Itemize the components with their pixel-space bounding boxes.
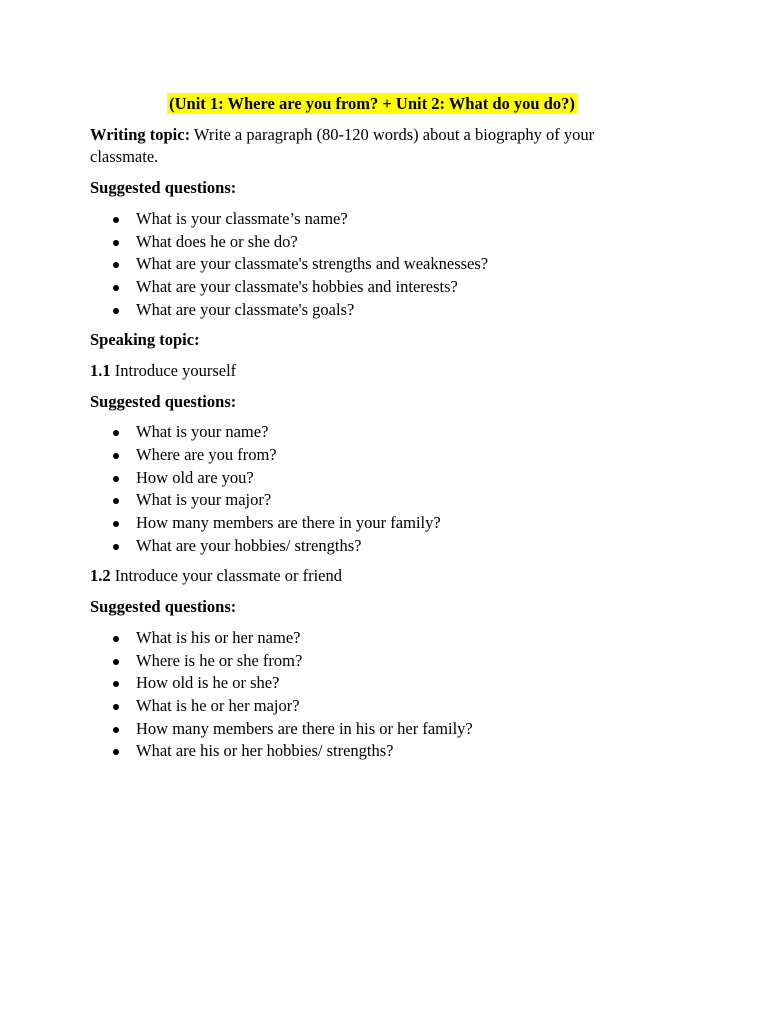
- list-item: What are your classmate's strengths and weaknesses?: [90, 253, 650, 276]
- title-row: [90, 93, 650, 116]
- list-item: What is he or her major?: [90, 695, 650, 718]
- writing-topic: [90, 124, 650, 169]
- list-item: Where is he or she from?: [90, 650, 650, 673]
- list-item: What is your major?: [90, 489, 650, 512]
- section-1-2-number: 1.2: [90, 566, 111, 586]
- list-item: How old is he or she?: [90, 672, 650, 695]
- list-item: What are your classmate's hobbies and interests?: [90, 276, 650, 299]
- list-item: What are your classmate's goals?: [90, 299, 650, 322]
- document-page: [90, 93, 650, 771]
- section-1-1-questions-list: [90, 421, 650, 557]
- list-item: What are your hobbies/ strengths?: [90, 535, 650, 558]
- section-1-1: [90, 360, 650, 383]
- suggested-questions-heading: Suggested questions:: [90, 597, 237, 617]
- list-item: How old are you?: [90, 467, 650, 490]
- page-title: (Unit 1: Where are you from? + Unit 2: What do you do?): [169, 94, 575, 113]
- speaking-topic-heading: Speaking topic:: [90, 330, 200, 350]
- section-1-2-questions-list: [90, 627, 650, 763]
- list-item: What is his or her name?: [90, 627, 650, 650]
- list-item: What are his or her hobbies/ strengths?: [90, 740, 650, 763]
- suggested-questions-heading: Suggested questions:: [90, 178, 237, 198]
- list-item: What does he or she do?: [90, 231, 650, 254]
- list-item: What is your classmate’s name?: [90, 208, 650, 231]
- section-1-1-number: 1.1: [90, 360, 111, 380]
- section-1-2: [90, 565, 650, 588]
- section-1-1-text: Introduce yourself: [110, 360, 237, 380]
- list-item: How many members are there in your family?: [90, 512, 650, 535]
- writing-topic-text: Write a paragraph (80-120 words) about a biography of your classmate.: [90, 124, 595, 167]
- list-item: What is your name?: [90, 421, 650, 444]
- section-1-2-text: Introduce your classmate or friend: [110, 566, 342, 586]
- writing-topic-label: Writing topic:: [90, 124, 191, 144]
- list-item: How many members are there in his or her family?: [90, 718, 650, 741]
- suggested-questions-heading: Suggested questions:: [90, 391, 237, 411]
- list-item: Where are you from?: [90, 444, 650, 467]
- writing-questions-list: [90, 208, 650, 321]
